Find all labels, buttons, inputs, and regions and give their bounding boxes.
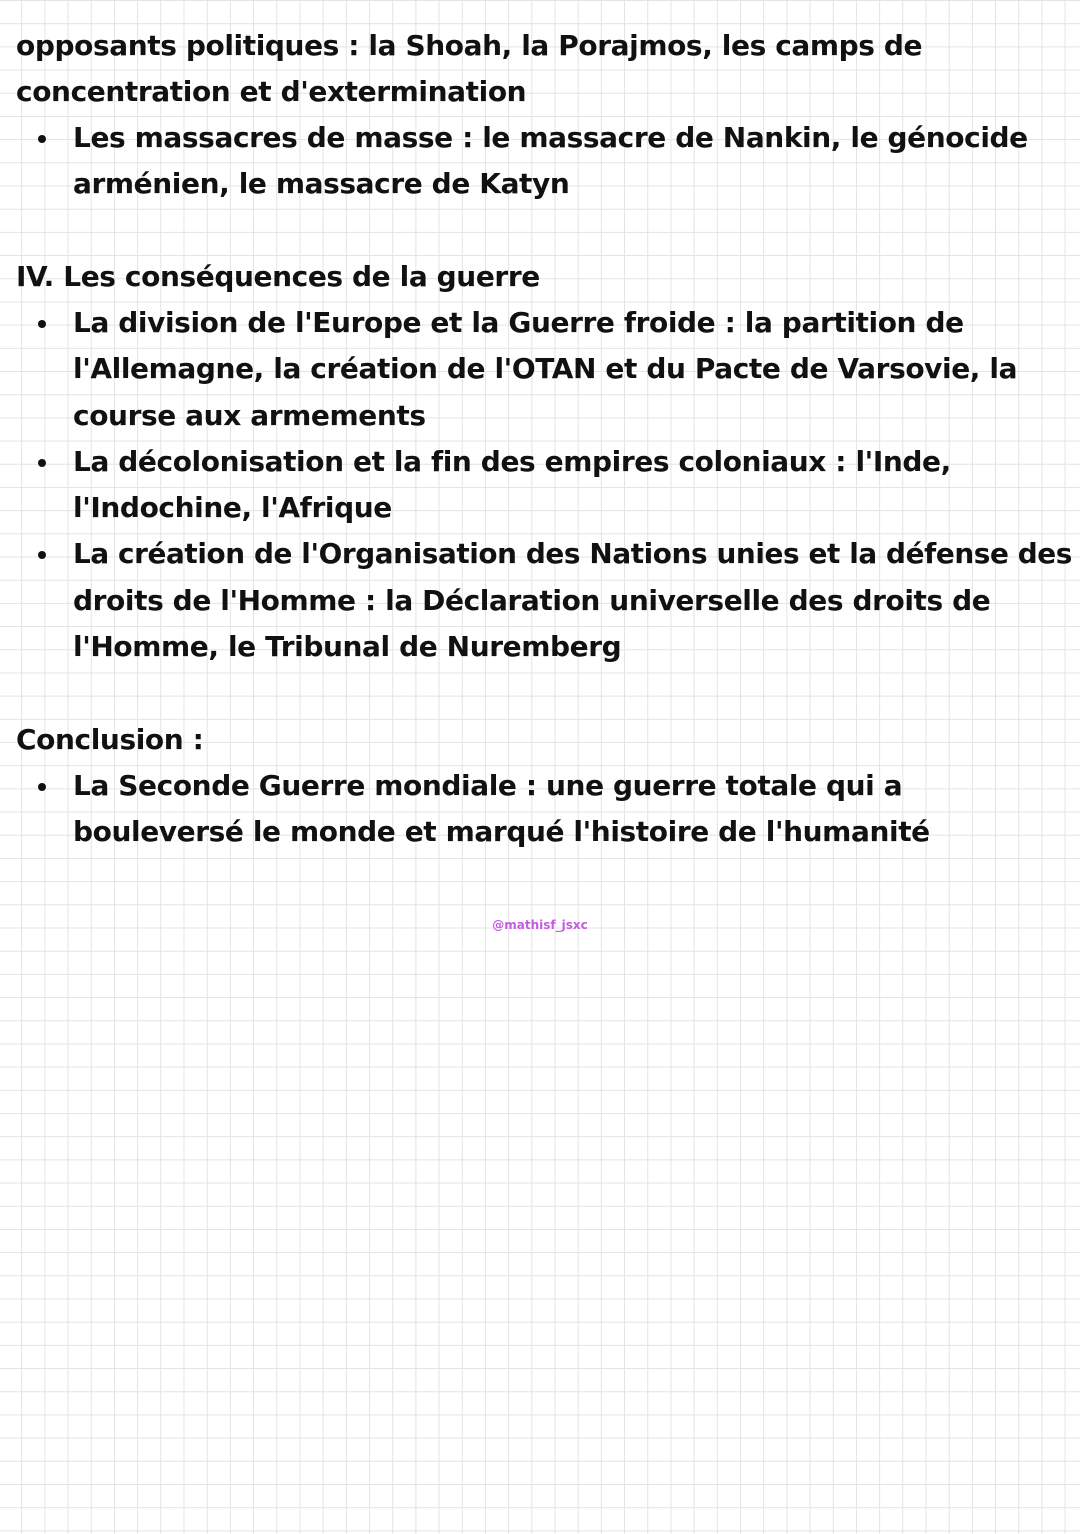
- list-item: [0, 115, 1028, 208]
- intro-line: concentration et d'extermination: [16, 75, 527, 109]
- bullet-line: droits de l'Homme : la Déclaration universelle des droits de: [73, 583, 991, 617]
- bullet-line: l'Allemagne, la création de l'OTAN et du Pacte de Varsovie, la: [73, 352, 1018, 386]
- conclusion-heading: Conclusion :: [16, 723, 204, 756]
- bullet-line: arménien, le massacre de Katyn: [73, 167, 570, 201]
- intro-line: opposants politiques : la Shoah, la Porajmos, les camps de: [16, 29, 923, 62]
- list-item: [0, 439, 1077, 532]
- bullet-line: l'Indochine, l'Afrique: [73, 491, 392, 525]
- bullet-line: La création de l'Organisation des Nations unies et la défense des: [73, 537, 1072, 571]
- list-item: [0, 531, 1077, 670]
- bullet-line: Les massacres de masse : le massacre de Nankin, le génocide: [73, 121, 1028, 154]
- list-item: [0, 763, 930, 856]
- bullet-line: bouleversé le monde et marqué l'histoire de l'humanité: [73, 815, 930, 849]
- bullet-line: La Seconde Guerre mondiale : une guerre totale qui a: [73, 769, 903, 802]
- section-iv-bullet-list: [0, 300, 1077, 670]
- author-handle: @mathisf_jsxc: [492, 918, 588, 932]
- bullet-line: l'Homme, le Tribunal de Nuremberg: [73, 630, 622, 664]
- list-item: [0, 300, 1077, 439]
- intro-bullet-list: [0, 115, 1028, 208]
- bullet-line: La décolonisation et la fin des empires coloniaux : l'Inde,: [73, 444, 951, 478]
- section-iv-heading: IV. Les conséquences de la guerre: [16, 260, 540, 293]
- bullet-line: course aux armements: [73, 398, 426, 432]
- bullet-line: La division de l'Europe et la Guerre froide : la partition de: [73, 306, 964, 339]
- intro-paragraph: [16, 23, 922, 116]
- conclusion-bullet-list: [0, 763, 930, 856]
